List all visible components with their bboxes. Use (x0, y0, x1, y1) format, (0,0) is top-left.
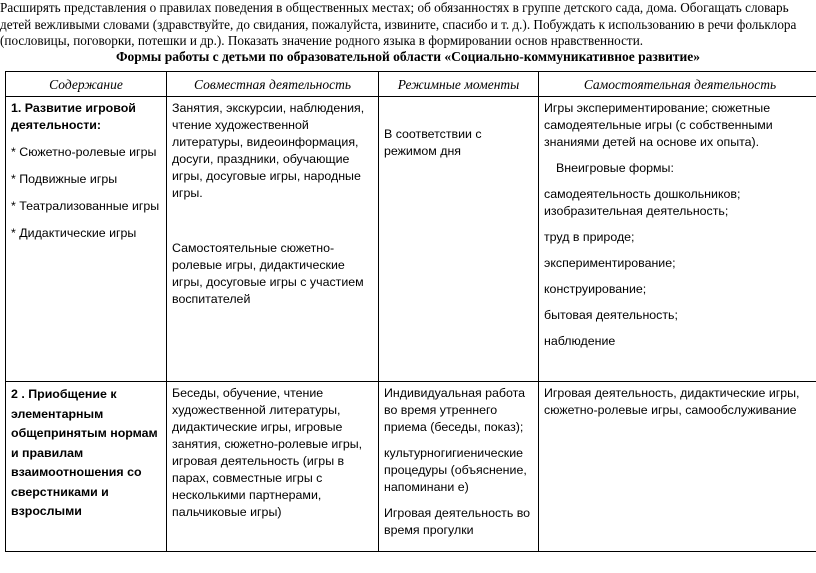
regime-text: В соответствии с режимом дня (384, 127, 482, 158)
cell-independent-activity (539, 382, 816, 552)
content-title: 2 . Приобщение к элементарным общепринятым нормам и правилам взаимоотношения со сверстниками и взрослыми (11, 387, 158, 518)
list-item: * Подвижные игры (11, 172, 118, 186)
forms-of-work-table (5, 71, 816, 552)
table-row (6, 97, 816, 382)
content-title: 1. Развитие игровой деятельности: (11, 101, 136, 132)
header-content: Содержание (6, 72, 167, 97)
intro-line: (пословицы, поговорки, потешки и др.). Показать значение родного языка в формировании основ нравственности. (0, 33, 644, 48)
joint-text: Беседы, обучение, чтение художественной литературы, дидактические игры, игровые занятия, сюжетно-ролевые игры, игровая деятельность (игры в парах, совместные игры с несколькими партнерами, пальчиковые игры) (172, 386, 363, 519)
joint-text: Самостоятельные сюжетно-ролевые игры, дидактические игры, досуговые игры с участием воспитателей (172, 241, 364, 306)
list-item: самодеятельность дошкольников; изобразительная деятельность; (544, 187, 741, 218)
joint-text: Занятия, экскурсии, наблюдения, чтение художественной литературы, видеоинформация, досуги, праздники, обучающие игры, досуговые игры, народные игры. (172, 101, 365, 200)
independent-text: Игровая деятельность, дидактические игры, сюжетно-ролевые игры, самообслуживание (544, 386, 800, 417)
cell-content (6, 382, 167, 552)
header-joint-activity: Совместная деятельность (167, 72, 379, 97)
intro-line: детей вежливыми словами (здравствуйте, до свидания, пожалуйста, извините, спасибо и т. д.). Побуждать к использованию в речи фольклора (0, 16, 797, 32)
cell-content (6, 97, 167, 382)
header-independent-activity: Самостоятельная деятельность (539, 72, 816, 97)
intro-line: Расширять представления о правилах поведения в общественных местах; об обязанностях в группе детского сада, дома. Обогащать словарь (0, 0, 789, 15)
list-item: культурногигиенические процедуры (объяснение, напоминани е) (384, 446, 527, 494)
list-item: Внеигровые формы: (556, 161, 674, 175)
list-item: * Сюжетно-ролевые игры (11, 145, 157, 159)
cell-independent-activity (539, 97, 816, 382)
cell-joint-activity (167, 97, 379, 382)
list-item: Игровая деятельность во время прогулки (384, 506, 531, 537)
table-row (6, 382, 816, 552)
list-item: Индивидуальная работа во время утреннего приема (беседы, показ); (384, 386, 526, 434)
header-regime-moments: Режимные моменты (379, 72, 539, 97)
list-item: наблюдение (544, 334, 616, 348)
intro-paragraph (0, 0, 816, 50)
list-item: экспериментирование; (544, 256, 676, 270)
cell-regime-moments (379, 382, 539, 552)
list-item: труд в природе; (544, 230, 635, 244)
table-header-row (6, 72, 816, 97)
list-item: бытовая деятельность; (544, 308, 678, 322)
cell-regime-moments (379, 97, 539, 382)
list-item: * Дидактические игры (11, 226, 137, 240)
list-item: Игры экспериментирование; сюжетные самодеятельные игры (с собственными знаниями детей на основе их опыта). (544, 101, 773, 149)
cell-joint-activity (167, 382, 379, 552)
section-title: Формы работы с детьми по образовательной области «Социально-коммуникативное развитие» (115, 49, 701, 64)
list-item: * Театрализованные игры (11, 199, 160, 213)
list-item: конструирование; (544, 282, 647, 296)
